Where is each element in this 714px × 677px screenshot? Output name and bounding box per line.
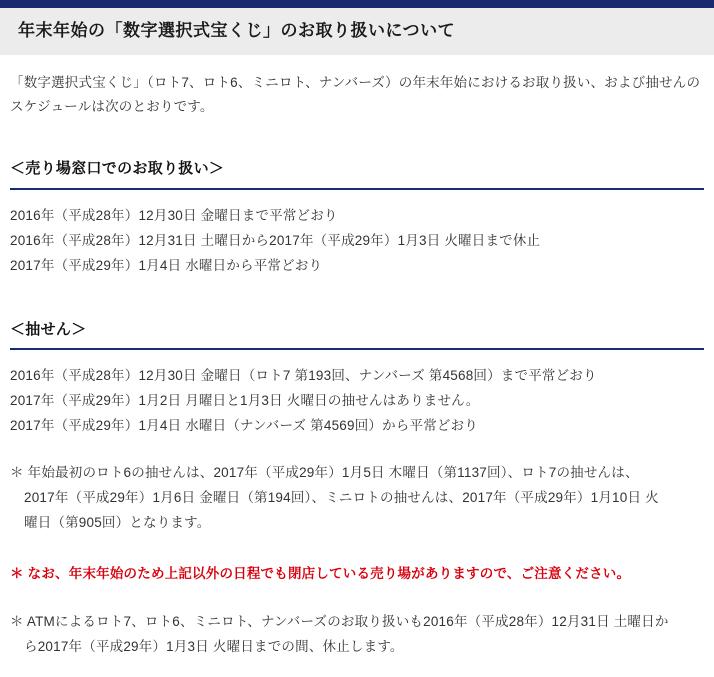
atm-footnote (10, 610, 704, 660)
page-title: 年末年始の「数字選択式宝くじ」のお取り扱いについて (18, 21, 456, 40)
drawing-note (10, 461, 704, 536)
section-heading: ＜抽せん＞ (10, 319, 704, 351)
top-accent-bar (0, 0, 714, 8)
note-line-1: ＊ 年始最初のロト6の抽せんは、2017年（平成29年）1月5日 木曜日（第1137回）、ロト7の抽せんは、 (10, 465, 639, 480)
section-drawing (10, 319, 704, 439)
note-line-2: 2017年（平成29年）1月6日 金曜日（第194回）、ミニロトの抽せんは、2017年（平成29年）1月10日 火 (24, 489, 659, 505)
list-item: 2016年（平成28年）12月30日 金曜日まで平常どおり (10, 207, 338, 223)
section-heading: ＜売り場窓口でのお取り扱い＞ (10, 158, 704, 190)
section-lines (10, 364, 704, 439)
page-title-band (0, 8, 714, 55)
list-item: 2016年（平成28年）12月30日 金曜日（ロト7 第193回、ナンバーズ 第4568回）まで平常どおり (10, 368, 597, 384)
intro-paragraph: 「数字選択式宝くじ」（ロト7、ロト6、ミニロト、ナンバーズ）の年末年始におけるお取り扱い、および抽せんのスケジュールは次のとおりです。 (10, 74, 701, 114)
footnote-line-1: ＊ ATMによるロト7、ロト6、ミニロト、ナンバーズのお取り扱いも2016年（平成28年）12月31日 土曜日か (10, 614, 669, 630)
list-item: 2017年（平成29年）1月4日 水曜日（ナンバーズ 第4569回）から平常どおり (10, 418, 479, 434)
section-lines (10, 204, 704, 279)
list-item: 2017年（平成29年）1月2日 月曜日と1月3日 火曜日の抽せんはありません。 (10, 393, 480, 409)
list-item: 2016年（平成28年）12月31日 土曜日から2017年（平成29年）1月3日 火曜日まで休止 (10, 232, 541, 248)
document-content (0, 71, 714, 660)
note-line-3: 曜日（第905回）となります。 (24, 514, 211, 530)
footnote-line-2: ら2017年（平成29年）1月3日 火曜日までの間、休止します。 (24, 639, 404, 655)
warning-notice: ＊ なお、年末年始のため上記以外の日程でも閉店している売り場がありますので、ご注意ください。 (10, 565, 631, 581)
list-item: 2017年（平成29年）1月4日 水曜日から平常どおり (10, 257, 323, 273)
section-sales-counter (10, 158, 704, 278)
